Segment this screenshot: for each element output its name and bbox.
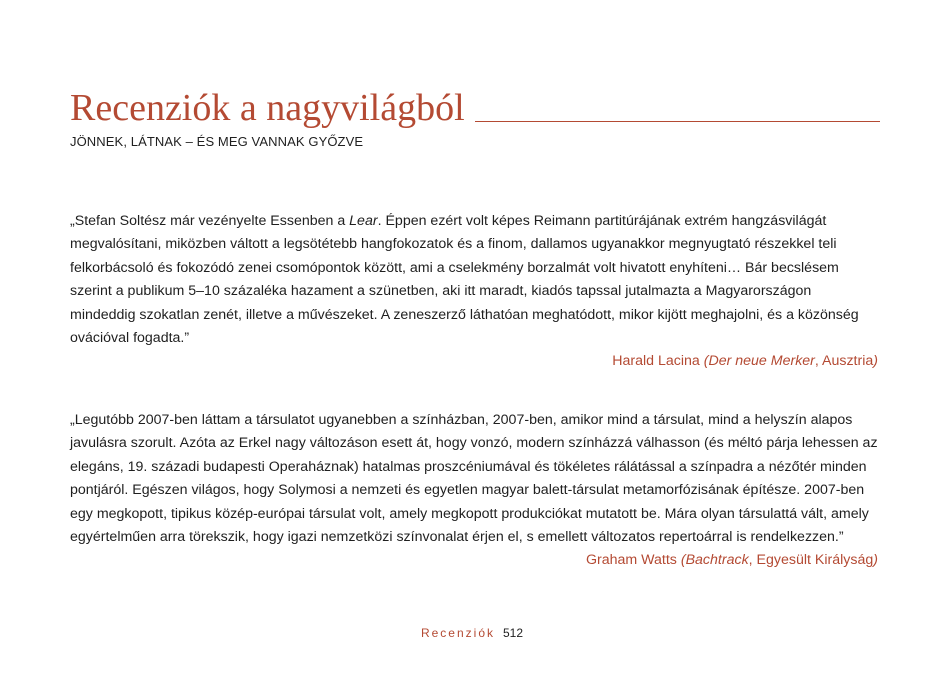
review-1-text: [70, 210, 878, 350]
review-2-text: „Legutóbb 2007-ben láttam a társulatot ugyanebben a színházban, 2007-ben, amikor mind a társulat, mind a helyszín alapos javulásra szorult. Azóta az Erkel nagy változáson esett át, hogy vonzó, modern színházzá válhasson (és méltó párja lehessen az elegáns, 19. századi budapesti Operaháznak) hatalmas proszcéniumával és tökéletes rálátással a színpadra a nézőtér minden pontjáról. Egészen világos, hogy Solymosi a nemzeti és egyetlen magyar balett-társulat metamorfózisának építésze. 2007-ben egy megkopott, tipikus közép-európai társulat volt, amely megkopott produkciókat mutatott be. Mára olyan társulattá vált, amely egyértelműen arra törekszik, hogy igazi nemzetközi színvonalat érjen el, s emellett változatos repertoárral is rendelkezzen.”: [70, 412, 878, 546]
review-1: [70, 210, 878, 373]
review-1-country: , Ausztria: [814, 353, 874, 370]
review-1-author: Harald Lacina: [612, 353, 704, 370]
review-1-text-after: . Éppen ezért volt képes Reimann partitúrájának extrém hangzásvilágát megvalósítani, miközben váltott a legsötétebb hangfokozatok és a finom, dallamos ugyanakkor megnyugtató részekkel teli felkorbácsoló és fokozódó zenei csomópontok között, ami a cselekmény borzalmát volt hivatott enyhíteni… Bár becslésem szerint a publikum 5–10 százaléka hazament a szünetben, aki itt maradt, kiadós tapssal jutalmazta a Magyarországon mindeddig szokatlan zenét, illetve a művészeket. A zeneszerző láthatóan meghatódott, mikor kijött meghajolni, és a közönség ovációval fogadta.”: [70, 213, 859, 347]
page-number: 512: [503, 626, 524, 640]
review-1-paren-close: ): [873, 353, 878, 370]
page-footer: [0, 626, 944, 640]
review-1-publication: Der neue Merker: [708, 353, 815, 370]
review-2-attribution: [70, 549, 878, 572]
title-row: [70, 86, 880, 130]
review-1-paren-open: (: [703, 353, 709, 370]
page-title: Recenziók a nagyvilágból: [70, 87, 465, 129]
page-subtitle: JÖNNEK, LÁTNAK – ÉS MEG VANNAK GYŐZVE: [70, 134, 364, 149]
review-2-paren-close: ): [873, 552, 878, 569]
review-2-publication: Bachtrack: [685, 552, 749, 569]
review-1-text-before: „Stefan Soltész már vezényelte Essenben a: [70, 213, 350, 229]
footer-section-name: Recenziók: [420, 626, 495, 640]
title-rule: [475, 121, 880, 122]
review-2-author: Graham Watts: [585, 552, 681, 569]
review-1-attribution: [70, 350, 878, 373]
review-2-paren-open: (: [680, 552, 686, 569]
page-header: [70, 86, 880, 149]
review-1-work-title: Lear: [349, 213, 378, 229]
review-2: [70, 409, 878, 572]
review-2-country: , Egyesült Királyság: [748, 552, 874, 569]
